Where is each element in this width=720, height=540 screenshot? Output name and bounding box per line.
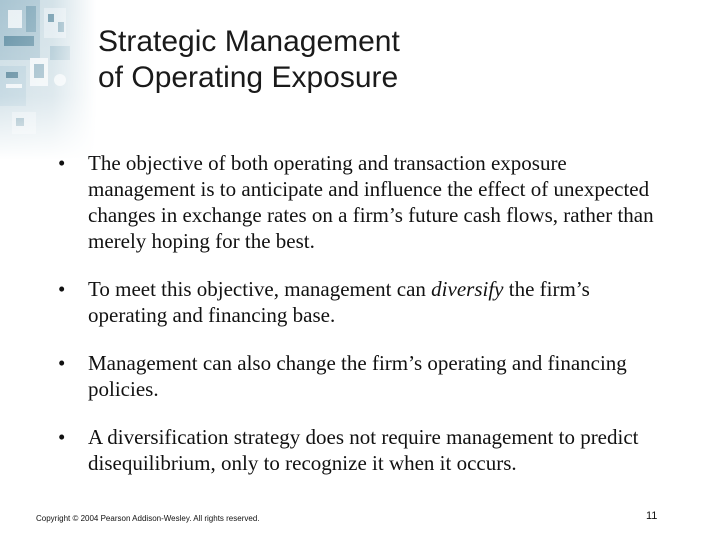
bullet-text-part: the firm’s operating and financing base. (88, 277, 590, 327)
bullet-icon: • (58, 151, 66, 175)
bullet-emphasis: diversify (431, 277, 504, 301)
bullet-item (56, 424, 666, 476)
bullet-icon: • (58, 277, 66, 301)
decorative-corner-image (0, 0, 96, 160)
page-number: 11 (646, 510, 658, 522)
bullet-item (56, 150, 666, 254)
bullet-item (56, 350, 666, 402)
bullet-text-part: To meet this objective, management can (88, 277, 432, 301)
copyright-footer: Copyright © 2004 Pearson Addison-Wesley. All rights reserved. (36, 514, 260, 523)
title-line-1: Strategic Management (98, 25, 400, 58)
bullet-icon: • (58, 351, 66, 375)
bullet-text (88, 277, 590, 327)
bullet-text: A diversification strategy does not require management to predict disequilibrium, only to recognize it when it occurs. (88, 425, 639, 475)
bullet-item (56, 276, 666, 328)
title-line-2: of Operating Exposure (98, 61, 399, 94)
bullet-text: Management can also change the firm’s operating and financing policies. (88, 351, 627, 401)
slide-title (98, 24, 658, 96)
bullet-text: The objective of both operating and transaction exposure management is to anticipate and influence the effect of unexpected changes in exchange rates on a firm’s future cash flows, rather than merely hoping for the best. (88, 151, 654, 253)
bullet-icon: • (58, 425, 66, 449)
bullet-list (56, 150, 666, 498)
